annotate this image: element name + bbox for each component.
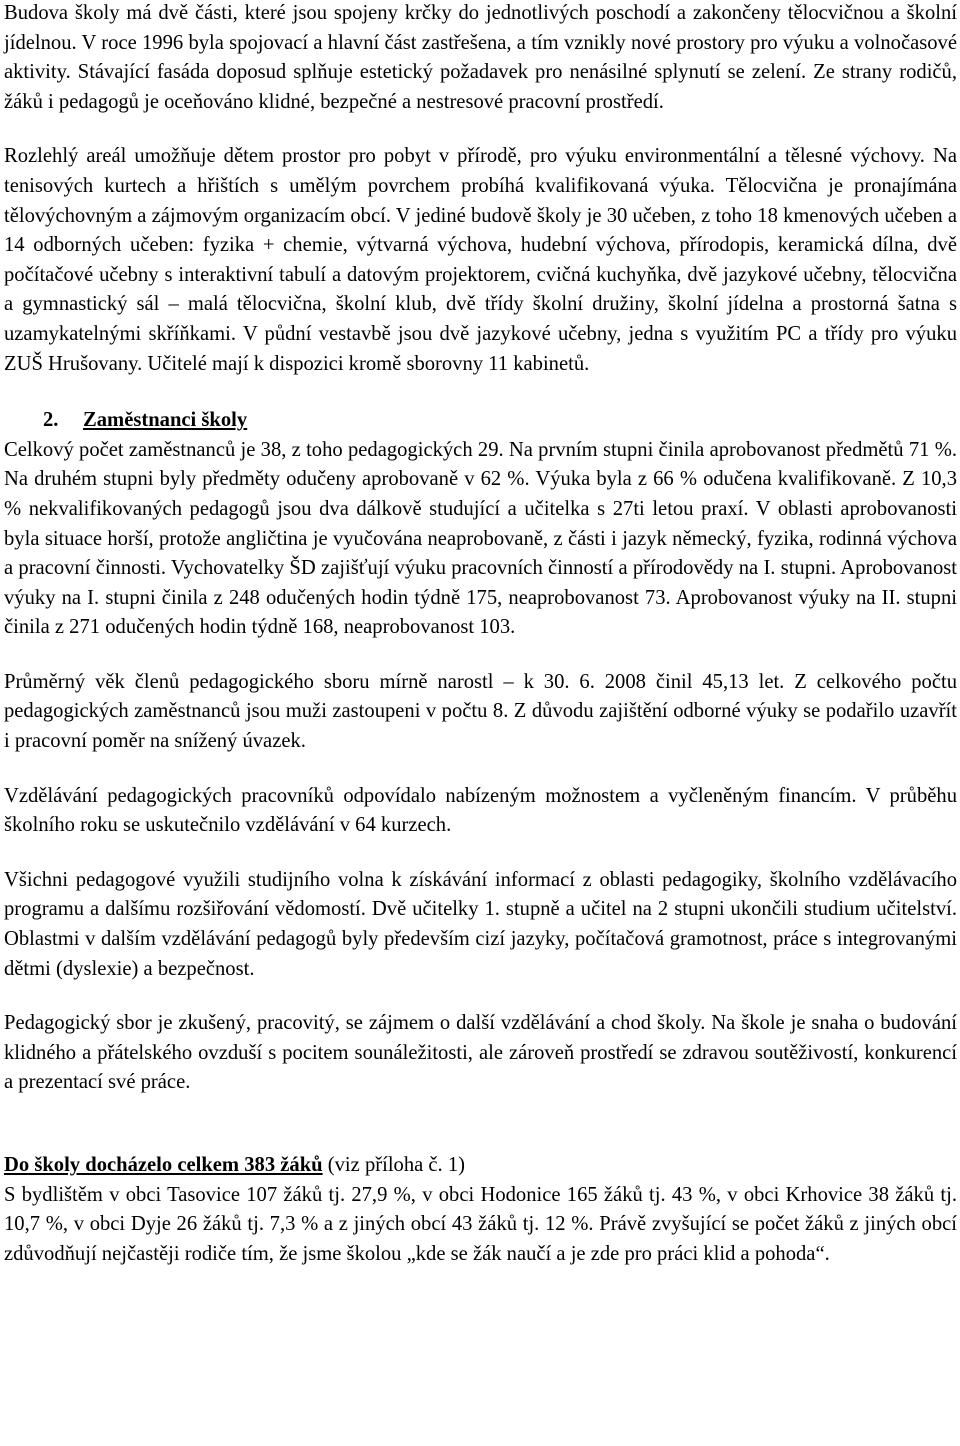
pupils-heading [4,1151,957,1181]
paragraph-pupils: S bydlištěm v obci Tasovice 107 žáků tj. 27,9 %, v obci Hodonice 165 žáků tj. 43 %, v obci Krhovice 38 žáků tj. 10,7 %, v obci Dyje 26 žáků tj. 7,3 % a z jiných obcí 43 žáků tj. 12 %. Právě zvyšující se počet žáků z jiných obcí zdůvodňují nejčastěji rodiče tím, že jsme školou „kde se žák naučí a je zde pro práci klid a pohoda“. [4,1183,957,1265]
paragraph-education: Vzdělávání pedagogických pracovníků odpovídalo nabízeným možnostem a vyčleněným financím. V průběhu školního roku se uskutečnilo vzdělávání v 64 kurzech. [4,784,957,837]
section-title: Zaměstnanci školy [83,409,248,432]
paragraph-employees: Celkový počet zaměstnanců je 38, z toho pedagogických 29. Na prvním stupni činila aprobovanost předmětů 71 %. Na druhém stupni byly předměty odučeny aprobovaně v 62 %. Výuka byla z 66 % odučena kvalifikovaně. Z 10,3 % nekvalifikovaných pedagogů jsou dva dálkově studující a učitelka s 27ti letou praxí. V oblasti aprobovanosti byla situace horší, protože angličtina je vyučována neaprobovaně, z části i jazyk německý, fyzika, rodinná výchova a pracovní činnosti. Vychovatelky ŠD zajišťují výuku pracovních činností a přírodovědy na I. stupni. Aprobovanost výuky na I. stupni činila z 248 odučených hodin týdně 175, neaprobovanost 73. Aprobovanost výuky na II. stupni činila z 271 odučených hodin týdně 168, neaprobovanost 103. [4,438,957,639]
paragraph-building: Budova školy má dvě části, které jsou spojeny krčky do jednotlivých poschodí a zakončeny tělocvičnou a školní jídelnou. V roce 1996 byla spojovací a hlavní část zastřešena, a tím vznikly nové prostory pro výuku a volnočasové aktivity. Stávající fasáda doposud splňuje estetický požadavek pro nenásilné splynutí se zelení. Ze strany rodičů, žáků i pedagogů je oceňováno klidné, bezpečné a nestresové pracovní prostředí. [4,2,957,113]
section-number: 2. [43,409,59,432]
pupils-note: (viz příloha č. 1) [322,1154,466,1176]
document-page [4,0,957,1269]
paragraph-grounds: Rozlehlý areál umožňuje dětem prostor pro pobyt v přírodě, pro výuku environmentální a tělesné výchovy. Na tenisových kurtech a hřištích s umělým povrchem probíhá kvalifikovaná výuka. Tělocvična je pronajímána tělovýchovným a zájmovým organizacím obcí. V jediné budově školy je 30 učeben, z toho 18 kmenových učeben a 14 odborných učeben: fyzika + chemie, výtvarná výchova, hudební výchova, přírodopis, keramická dílna, dvě počítačové učebny s interaktivní tabulí a datovým projektorem, cvičná kuchyňka, dvě jazykové učebny, tělocvična a gymnastický sál – malá tělocvična, školní klub, dvě třídy školní družiny, školní jídelna a prostorná šatna s uzamykatelnými skříňkami. V půdní vestavbě jsou dvě jazykové učebny, jedna s využitím PC a třídy pro výuku ZUŠ Hrušovany. Učitelé mají k dispozici kromě sborovny 11 kabinetů. [4,145,957,375]
paragraph-staff: Pedagogický sbor je zkušený, pracovitý, se zájmem o další vzdělávání a chod školy. Na škole je snaha o budování klidného a přátelského ovzduší s pocitem sounáležitosti, ale zároveň prostředí se zdravou soutěživostí, konkurencí a prezentací své práce. [4,1012,957,1094]
paragraph-study-leave: Všichni pedagogové využili studijního volna k získávání informací z oblasti pedagogiky, školního vzdělávacího programu a dalšímu rozšiřování vědomostí. Dvě učitelky 1. stupně a učitel na 2 stupni ukončili studium učitelství. Oblastmi v dalším vzdělávání pedagogů byly především cizí jazyky, počítačová gramotnost, práce s integrovanými dětmi (dyslexie) a bezpečnost. [4,868,957,980]
pupils-total: Do školy docházelo celkem 383 žáků [4,1154,323,1176]
paragraph-age: Průměrný věk členů pedagogického sboru mírně narostl – k 30. 6. 2008 činil 45,13 let. Z celkového počtu pedagogických zaměstnanců jsou muži zastoupeni v počtu 8. Z důvodu zajištění odborné výuky se podařilo uzavřít i pracovní poměr na snížený úvazek. [4,670,957,753]
section-heading-employees [4,406,957,436]
